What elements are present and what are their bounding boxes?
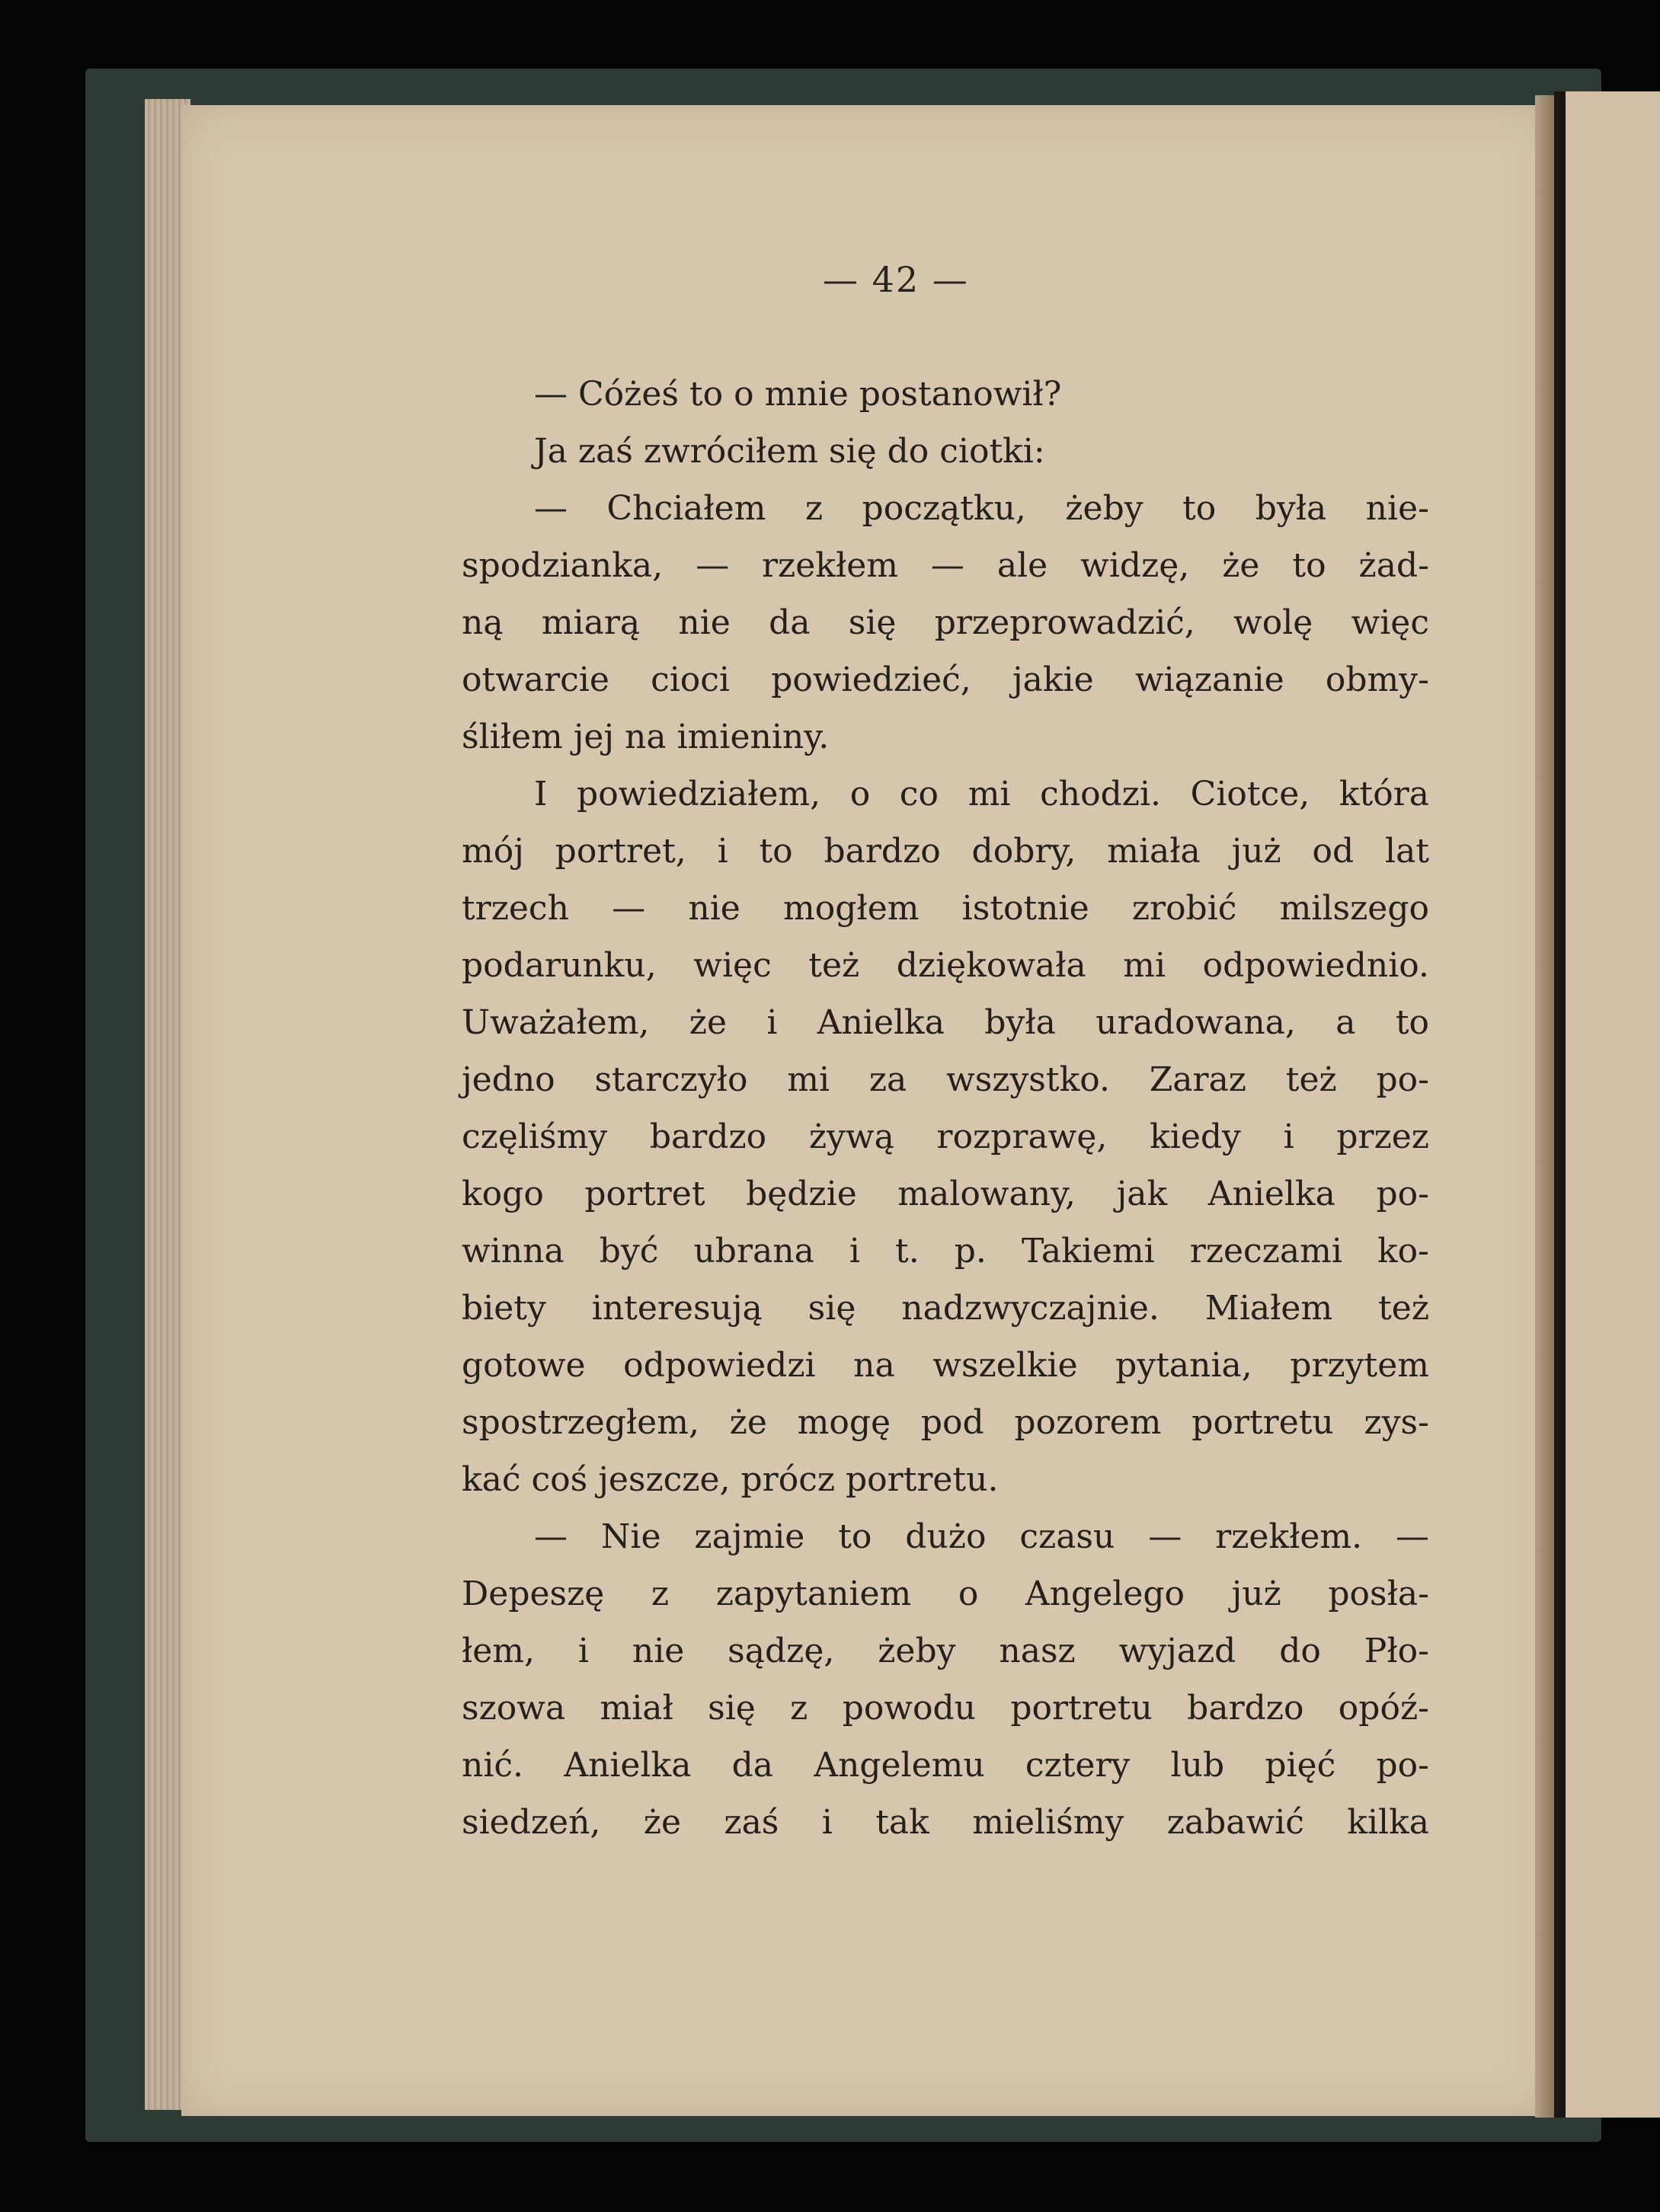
text-line: otwarcie cioci powiedzieć, jakie wiązanie obmy- [462, 660, 1429, 699]
text-line: podarunku, więc też dziękowała mi odpowiednio. [462, 946, 1429, 985]
text-line: gotowe odpowiedzi na wszelkie pytania, przytem [462, 1346, 1429, 1385]
text-line: spostrzegłem, że mogę pod pozorem portretu zys- [462, 1403, 1429, 1442]
text-line: — Chciałem z początku, żeby to była nie- [534, 489, 1429, 528]
text-line: — Nie zajmie to dużo czasu — rzekłem. — [534, 1517, 1429, 1556]
text-line: częliśmy bardzo żywą rozprawę, kiedy i przez [462, 1117, 1429, 1156]
text-line: Depeszę z zapytaniem o Angelego już posła- [462, 1574, 1429, 1613]
text-line: biety interesują się nadzwyczajnie. Miałem też [462, 1289, 1429, 1328]
text-line: mój portret, i to bardzo dobry, miała już od lat [462, 832, 1429, 871]
text-line: szowa miał się z powodu portretu bardzo opóź- [462, 1689, 1429, 1728]
text-line: nić. Anielka da Angelemu cztery lub pięć po- [462, 1746, 1429, 1785]
spine-shadow [1554, 91, 1566, 2118]
text-line: kogo portret będzie malowany, jak Anielka po- [462, 1175, 1429, 1213]
text-line: — Cóżeś to o mnie postanowił? [534, 375, 1062, 414]
body-text [462, 366, 1429, 1851]
text-line: ną miarą nie da się przeprowadzić, wolę więc [462, 603, 1429, 642]
text-line: śliłem jej na imieniny. [462, 718, 830, 756]
page-number: — 42 — [823, 259, 969, 300]
text-line: jedno starczyło mi za wszystko. Zaraz też po- [462, 1060, 1429, 1099]
text-line: kać coś jeszcze, prócz portretu. [462, 1460, 999, 1499]
text-line: I powiedziałem, o co mi chodzi. Ciotce, która [534, 775, 1429, 814]
text-line: Uważałem, że i Anielka była uradowana, a to [462, 1003, 1429, 1042]
text-line: siedzeń, że zaś i tak mieliśmy zabawić kilka [462, 1803, 1429, 1842]
text-line: winna być ubrana i t. p. Takiemi rzeczami ko- [462, 1232, 1429, 1271]
text-line: Ja zaś zwróciłem się do ciotki: [534, 432, 1045, 471]
text-line: spodzianka, — rzekłem — ale widzę, że to żad- [462, 546, 1429, 585]
text-line: trzech — nie mogłem istotnie zrobić milszego [462, 889, 1429, 928]
facing-page-edge [1566, 91, 1660, 2118]
text-line: łem, i nie sądzę, żeby nasz wyjazd do Pło- [462, 1632, 1429, 1670]
